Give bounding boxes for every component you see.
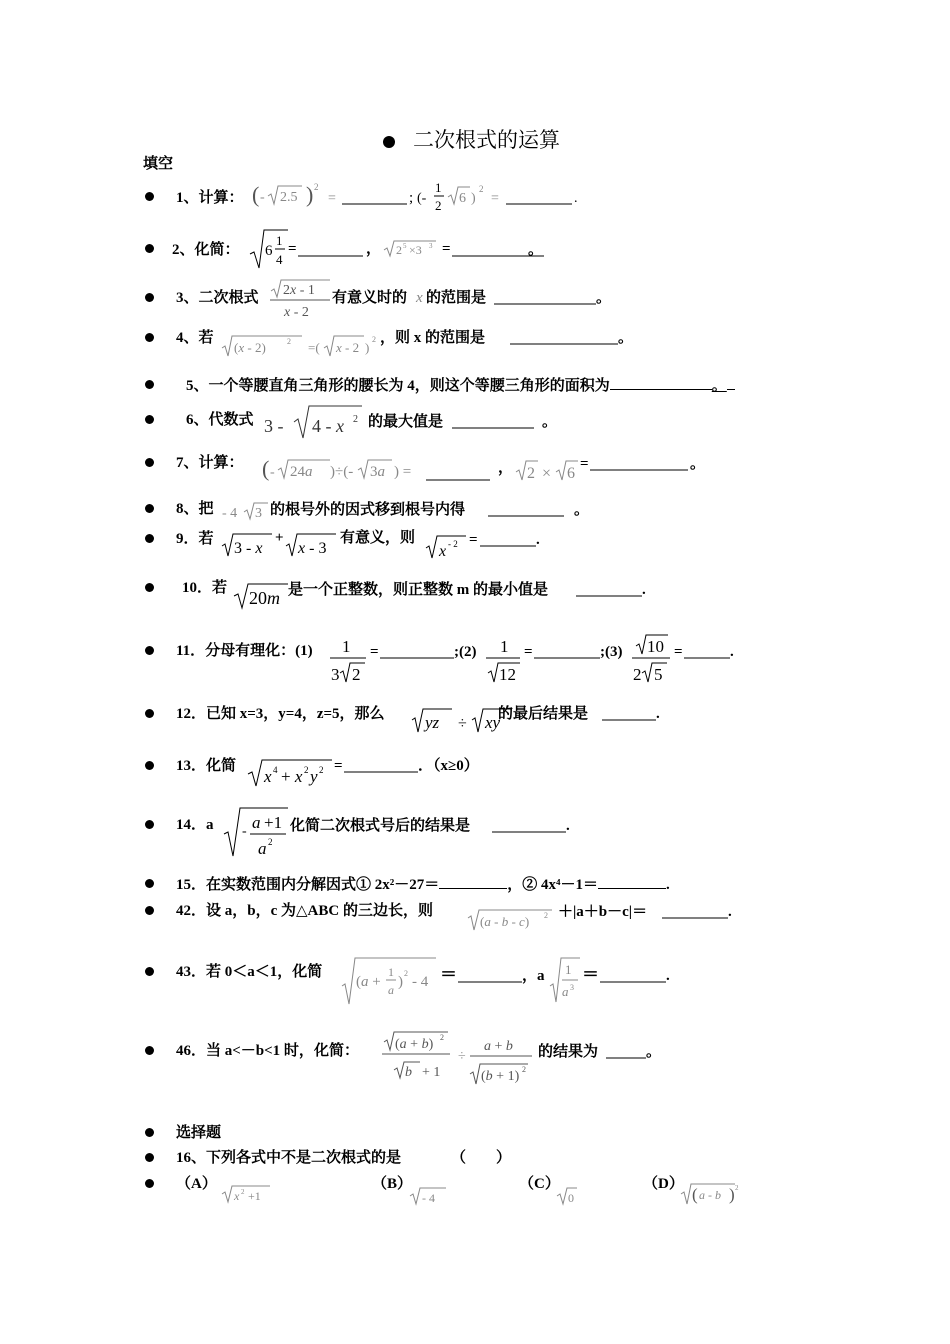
svg-text:): ): [398, 974, 403, 990]
answer-blank[interactable]: [439, 874, 507, 889]
svg-text:。: 。: [542, 414, 558, 430]
svg-text:yz: yz: [425, 713, 440, 732]
svg-text:- 4: - 4: [422, 1191, 435, 1205]
svg-text:x - 3: x - 3: [298, 540, 327, 557]
svg-text:＝: ＝: [582, 965, 599, 984]
svg-text:10: 10: [647, 637, 664, 656]
bullet-icon: [145, 761, 154, 770]
svg-text:;: ;: [409, 190, 414, 206]
bullet-icon: [145, 504, 154, 513]
option-b[interactable]: （B）: [372, 1176, 413, 1192]
svg-text:.: .: [656, 706, 660, 722]
q14-formula: [222, 804, 602, 862]
svg-text:a + b: a + b: [484, 1039, 513, 1054]
svg-text:=(: =(: [308, 340, 320, 355]
svg-text:1: 1: [388, 965, 394, 979]
svg-text:÷: ÷: [458, 1049, 466, 1064]
svg-text:2: 2: [353, 414, 358, 425]
svg-text:的范围是: 的范围是: [426, 290, 487, 306]
svg-text:4: 4: [273, 765, 278, 775]
svg-text:) =: ) =: [394, 464, 412, 480]
answer-blank[interactable]: [598, 874, 666, 889]
svg-text:(a - b - c): (a - b - c): [480, 914, 530, 929]
svg-text:。: 。: [646, 1044, 662, 1060]
svg-text:2: 2: [527, 465, 535, 482]
svg-text:x: x: [439, 543, 447, 560]
bullet-icon: [145, 1046, 154, 1055]
svg-text:÷: ÷: [458, 715, 467, 732]
svg-text:;(3): ;(3): [600, 644, 623, 660]
svg-text:(: (: [262, 456, 270, 481]
svg-text:，: ，: [498, 460, 514, 476]
svg-text:的结果为: 的结果为: [538, 1044, 599, 1060]
svg-text:(: (: [252, 182, 260, 207]
q3-formula: [268, 278, 638, 324]
svg-text:a - b: a - b: [699, 1188, 721, 1202]
svg-text:1: 1: [500, 637, 509, 656]
svg-text:(: (: [692, 1185, 698, 1204]
svg-text:.: .: [536, 532, 540, 548]
option-c-formula: [555, 1182, 585, 1208]
svg-text:a: a: [388, 983, 394, 997]
svg-text:．（x≥0）: ．（x≥0）: [418, 758, 479, 774]
section-fill-heading: 填空: [143, 156, 174, 172]
svg-text:a: a: [252, 813, 261, 832]
q46-formula: [380, 1028, 680, 1090]
svg-text:的根号外的因式移到根号内得: 的根号外的因式移到根号内得: [270, 502, 466, 518]
svg-text:(a +: (a +: [356, 974, 381, 990]
bullet-icon: [145, 820, 154, 829]
svg-text:+1: +1: [248, 1189, 261, 1203]
bullet-icon: [145, 458, 154, 467]
svg-text:.: .: [642, 582, 646, 598]
q42-formula: [466, 898, 766, 936]
svg-text:1: 1: [342, 637, 351, 656]
q9-formula: [220, 526, 560, 562]
svg-text:=: =: [491, 191, 499, 206]
bullet-icon: [145, 1153, 154, 1162]
svg-text:2: 2: [479, 184, 484, 194]
svg-text:2: 2: [522, 1065, 526, 1074]
q1-prefix: 1、计算：: [176, 190, 244, 206]
svg-text:=: =: [328, 191, 336, 206]
svg-text:2: 2: [396, 243, 402, 257]
option-b-formula: [408, 1182, 458, 1208]
q6-formula: [264, 404, 584, 442]
svg-text:=: =: [469, 532, 478, 548]
svg-text:，则 x 的范围是: ，则 x 的范围是: [380, 330, 486, 346]
svg-text:的最大值是: 的最大值是: [368, 414, 444, 430]
svg-text:;(2): ;(2): [454, 644, 477, 660]
svg-text:=: =: [580, 456, 589, 472]
svg-text:=: =: [524, 644, 533, 660]
svg-text:): ): [729, 1185, 735, 1204]
bullet-icon: [145, 967, 154, 976]
q8-formula: [222, 498, 622, 526]
svg-text:2: 2: [352, 665, 361, 684]
svg-text:x - 2: x - 2: [336, 340, 360, 355]
svg-text:3 -: 3 -: [264, 416, 284, 436]
svg-text:0: 0: [568, 1191, 574, 1205]
q2-formula: [248, 226, 558, 272]
svg-text:20m: 20m: [249, 588, 280, 608]
svg-text:- 4: - 4: [412, 974, 429, 990]
option-d-formula: [679, 1178, 749, 1208]
svg-text:2: 2: [314, 182, 319, 192]
svg-text:2: 2: [304, 765, 309, 775]
svg-text:(b + 1): (b + 1): [481, 1069, 520, 1084]
svg-text:。: 。: [528, 242, 544, 258]
svg-text:，: ，: [366, 241, 382, 257]
svg-text:=: =: [674, 644, 683, 660]
bullet-icon: [145, 192, 154, 201]
svg-text:=: =: [442, 241, 451, 257]
svg-text:1: 1: [565, 962, 572, 977]
svg-text:3: 3: [429, 242, 433, 250]
q1-formula: [252, 180, 602, 216]
svg-text:=: =: [288, 241, 297, 257]
q11-formula: [328, 630, 748, 688]
bullet-icon: [145, 1179, 154, 1188]
svg-text:5: 5: [403, 242, 407, 250]
svg-text:6: 6: [459, 191, 466, 206]
svg-text:.: .: [574, 191, 578, 206]
svg-text:。: 。: [574, 502, 590, 518]
bullet-icon: [145, 415, 154, 424]
svg-text:3: 3: [331, 665, 340, 684]
svg-text:=: =: [370, 644, 379, 660]
svg-text:有意义时的: 有意义时的: [332, 290, 408, 306]
svg-text:有意义，则: 有意义，则: [340, 530, 416, 546]
svg-text:24a: 24a: [290, 464, 313, 480]
svg-text:x: x: [416, 290, 423, 306]
svg-text:3: 3: [570, 983, 574, 992]
svg-text:2: 2: [440, 1033, 444, 1042]
svg-text:): ): [306, 182, 314, 207]
bullet-icon: [145, 709, 154, 718]
svg-text:.: .: [566, 818, 570, 834]
q4-formula: [220, 328, 640, 362]
svg-text:+1: +1: [264, 813, 283, 832]
svg-text:): ): [471, 191, 476, 206]
bullet-icon: [145, 646, 154, 655]
bullet-icon: [145, 1128, 154, 1137]
svg-text:2: 2: [544, 911, 548, 920]
svg-text:=: =: [334, 758, 343, 774]
svg-text:3: 3: [255, 506, 262, 521]
svg-text:x: x: [234, 1189, 240, 1203]
svg-text:x - 2: x - 2: [284, 305, 309, 320]
svg-text:1: 1: [435, 180, 442, 195]
svg-text:的最后结果是: 的最后结果是: [498, 706, 589, 722]
q13-formula: [246, 752, 576, 792]
svg-text:2x - 1: 2x - 1: [283, 283, 315, 298]
svg-text:2: 2: [435, 198, 442, 213]
svg-text:a: a: [258, 839, 267, 858]
page-title: 二次根式的运算: [383, 124, 560, 154]
svg-text:1: 1: [276, 233, 283, 248]
svg-text:(x - 2): (x - 2): [234, 340, 266, 355]
svg-text:): ): [365, 340, 370, 355]
svg-text:2: 2: [404, 969, 408, 978]
svg-text:(a + b): (a + b): [395, 1037, 434, 1052]
svg-text:4 - x: 4 - x: [312, 416, 344, 436]
bullet-icon: [145, 906, 154, 915]
svg-text:×3: ×3: [409, 243, 422, 257]
option-d[interactable]: （D）: [643, 1176, 684, 1192]
bullet-icon: [145, 534, 154, 543]
svg-text:xy: xy: [485, 713, 501, 732]
option-c[interactable]: （C）: [519, 1176, 560, 1192]
section-choice-heading: 选择题: [176, 1125, 222, 1141]
svg-text:2: 2: [735, 1184, 739, 1192]
svg-text:b: b: [405, 1065, 412, 1080]
svg-text:，a: ，a: [522, 968, 545, 984]
svg-text:。: 。: [596, 290, 612, 306]
bullet-icon: [145, 583, 154, 592]
q43-formula: [340, 954, 700, 1010]
svg-text:2: 2: [633, 665, 642, 684]
svg-text:×: ×: [542, 465, 552, 482]
svg-text:6: 6: [567, 465, 575, 482]
svg-text:- 2: - 2: [448, 539, 458, 549]
svg-text:- 4: - 4: [222, 506, 238, 521]
svg-text:。: 。: [618, 330, 634, 346]
svg-text:2: 2: [287, 337, 291, 346]
bullet-icon: [145, 244, 154, 253]
answer-blank[interactable]: [610, 375, 712, 390]
bullet-icon: [383, 136, 395, 148]
svg-text:3a: 3a: [370, 464, 385, 480]
svg-text:x: x: [264, 767, 272, 786]
svg-text:2: 2: [319, 765, 324, 775]
svg-text:＝: ＝: [440, 965, 457, 984]
svg-text:+ 1: + 1: [422, 1065, 441, 1080]
svg-text:4: 4: [276, 252, 283, 267]
svg-text:＋|a＋b－c|＝: ＋|a＋b－c|＝: [558, 904, 648, 920]
svg-text:.: .: [730, 644, 734, 660]
svg-text:2: 2: [241, 1188, 245, 1196]
svg-text:化简二次根式号后的结果是: 化简二次根式号后的结果是: [290, 818, 471, 834]
svg-text:6: 6: [265, 243, 273, 259]
svg-text:+ x: + x: [281, 767, 303, 786]
q1-line: [176, 188, 244, 208]
svg-text:a: a: [562, 984, 569, 999]
bullet-icon: [145, 293, 154, 302]
svg-text:2: 2: [268, 837, 273, 847]
svg-text:-: -: [270, 465, 275, 480]
svg-text:5: 5: [654, 665, 663, 684]
svg-text:2: 2: [372, 335, 376, 344]
svg-text:-: -: [260, 190, 265, 205]
q7-formula: [262, 452, 722, 490]
svg-text:3 - x: 3 - x: [234, 540, 263, 557]
svg-text:y: y: [310, 767, 318, 786]
svg-text:.: .: [728, 904, 732, 920]
q12-formula: [410, 700, 710, 738]
svg-text:)÷(-: )÷(-: [330, 464, 354, 480]
svg-text:。: 。: [690, 456, 706, 472]
svg-text:-: -: [242, 824, 247, 839]
q10-formula: [232, 574, 662, 612]
option-a[interactable]: （A）: [176, 1176, 217, 1192]
svg-text:12: 12: [499, 665, 516, 684]
option-a-formula: [220, 1180, 280, 1208]
bullet-icon: [145, 380, 154, 389]
svg-text:2.5: 2.5: [280, 190, 298, 205]
bullet-icon: [145, 879, 154, 888]
svg-text:是一个正整数，则正整数 m 的最小值是: 是一个正整数，则正整数 m 的最小值是: [288, 582, 548, 598]
svg-text:+: +: [275, 530, 284, 546]
svg-text:.: .: [666, 968, 670, 984]
bullet-icon: [145, 333, 154, 342]
svg-text:(-: (-: [417, 191, 427, 206]
